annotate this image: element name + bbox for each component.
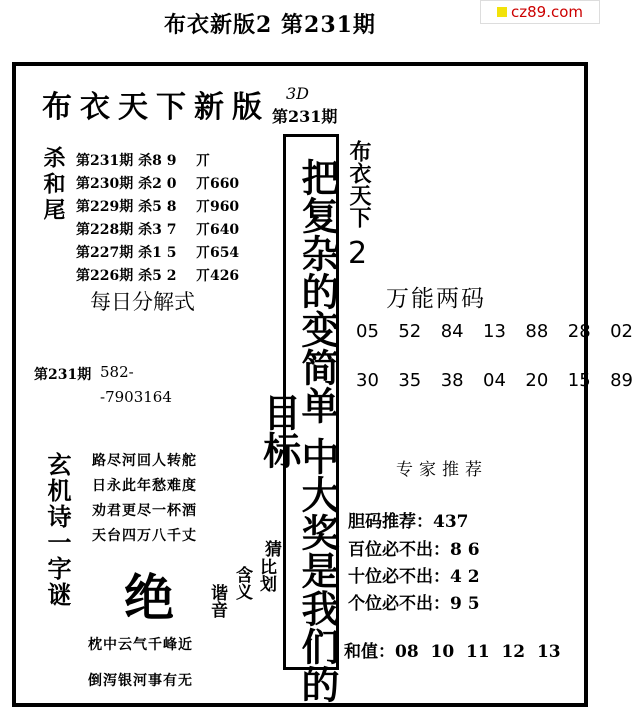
rec-dan: 胆码推荐：437 [348, 512, 469, 532]
kill-row: 第231期 杀8 9 丌 [76, 153, 210, 169]
right-two: 2 [348, 236, 368, 271]
kill-row: 第227期 杀1 5 丌654 [76, 245, 240, 261]
rec-hezhi: 和值：08 10 11 12 13 [344, 642, 561, 662]
kill-row: 第226期 杀5 2 丌426 [76, 268, 240, 284]
tag-3d: 3D [286, 84, 310, 103]
rec-ge: 个位必不出：9 5 [348, 594, 480, 614]
rec-shi: 十位必不出：4 2 [348, 567, 480, 587]
poem-line: 日永此年愁难度 [92, 478, 197, 494]
poem-tail-line: 枕中云气千峰近 [88, 637, 193, 653]
riddle-word: 比划 [256, 558, 276, 592]
rec-bai: 百位必不出：8 6 [348, 540, 480, 560]
kill-row: 第229期 杀5 8 丌960 [76, 199, 240, 215]
poem-line: 路尽河回人转舵 [92, 453, 197, 469]
decomp-line-1: 582- [100, 363, 134, 381]
poem-label: 玄机诗一字谜 [43, 452, 72, 608]
riddle-word: 谐音 [207, 584, 227, 618]
decomp-line-2: -7903164 [100, 388, 172, 406]
daily-title: 每日分解式 [90, 290, 195, 314]
poem-line: 劝君更尽一杯酒 [92, 503, 197, 519]
kill-row: 第228期 杀3 7 丌640 [76, 222, 240, 238]
logo-square-icon [497, 7, 507, 17]
decomp-issue: 第231期 [34, 367, 92, 383]
right-small-title: 布衣天下 [346, 140, 372, 228]
logo-text: cz89.com [510, 3, 583, 21]
page-title: 布衣新版2 第231期 [164, 12, 376, 38]
expert-title: 专家推荐 [396, 460, 488, 480]
center-slogan: 把复杂的变简单 中大奖是我们的目标 [256, 158, 340, 704]
wanneng-row: 30 35 38 04 20 15 89 [356, 370, 633, 391]
wanneng-title: 万能两码 [386, 286, 486, 312]
riddle-word: 含义 [232, 566, 252, 600]
wanneng-row: 05 52 84 13 88 28 02 [356, 321, 633, 342]
site-logo[interactable] [480, 0, 600, 24]
poster-main-title: 布衣天下新版 [42, 90, 270, 125]
riddle-word: 猜 [261, 540, 281, 557]
poem-line: 天台四万八千丈 [92, 528, 197, 544]
riddle-big-char: 绝 [124, 568, 174, 627]
poem-tail-line: 倒泻银河事有无 [88, 673, 193, 689]
tag-issue: 第231期 [272, 107, 338, 126]
kill-label: 杀和尾 [40, 146, 66, 224]
kill-row: 第230期 杀2 0 丌660 [76, 176, 240, 192]
